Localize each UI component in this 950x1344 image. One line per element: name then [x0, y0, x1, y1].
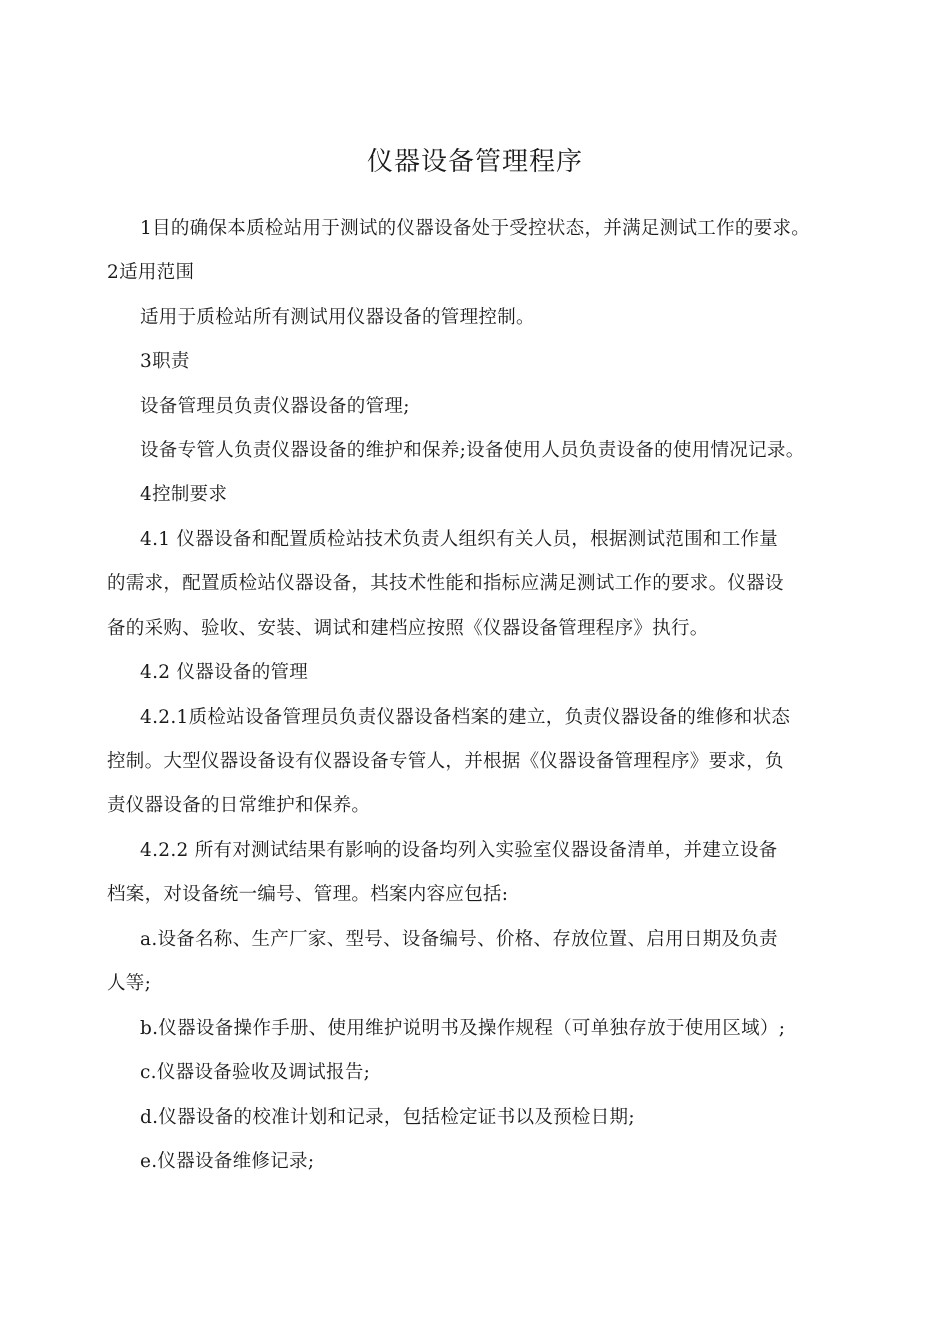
- section-2-heading: 2适用范围: [107, 262, 195, 283]
- section-3-heading: 3职责: [140, 351, 190, 372]
- list-item-c: c.仪器设备验收及调试报告;: [140, 1062, 371, 1083]
- list-item-b: b.仪器设备操作手册、使用维护说明书及操作规程（可单独存放于使用区域）;: [140, 1018, 786, 1039]
- section-1-purpose: 1目的确保本质检站用于测试的仪器设备处于受控状态，并满足测试工作的要求。: [140, 218, 811, 239]
- section-4-2-heading: 4.2 仪器设备的管理: [140, 662, 309, 683]
- section-3-text-1: 设备管理员负责仪器设备的管理;: [140, 396, 410, 417]
- section-4-1-line-2: 的需求，配置质检站仪器设备，其技术性能和指标应满足测试工作的要求。仪器设: [107, 573, 784, 594]
- section-4-2-1-line-1: 4.2.1质检站设备管理员负责仪器设备档案的建立，负责仪器设备的维修和状态: [140, 707, 791, 728]
- section-4-2-2-line-1: 4.2.2 所有对测试结果有影响的设备均列入实验室仪器设备清单，并建立设备: [140, 840, 778, 861]
- list-item-a-line-2: 人等;: [107, 973, 152, 994]
- section-4-heading: 4控制要求: [140, 484, 228, 505]
- section-4-2-1-line-2: 控制。大型仪器设备设有仪器设备专管人，并根据《仪器设备管理程序》要求，负: [107, 751, 784, 772]
- document-title: 仪器设备管理程序: [366, 147, 583, 177]
- section-4-2-1-line-3: 责仪器设备的日常维护和保养。: [107, 795, 371, 816]
- list-item-a-line-1: a.设备名称、生产厂家、型号、设备编号、价格、存放位置、启用日期及负责: [140, 929, 778, 950]
- list-item-e: e.仪器设备维修记录;: [140, 1151, 315, 1172]
- list-item-d: d.仪器设备的校准计划和记录，包括检定证书以及预检日期;: [140, 1107, 635, 1128]
- section-4-1-line-1: 4.1 仪器设备和配置质检站技术负责人组织有关人员，根据测试范围和工作量: [140, 529, 779, 550]
- section-4-1-line-3: 备的采购、验收、安装、调试和建档应按照《仪器设备管理程序》执行。: [107, 618, 709, 639]
- section-2-text: 适用于质检站所有测试用仪器设备的管理控制。: [140, 307, 535, 328]
- section-4-2-2-line-2: 档案，对设备统一编号、管理。档案内容应包括:: [107, 884, 509, 905]
- section-3-text-2: 设备专管人负责仪器设备的维护和保养;设备使用人员负责设备的使用情况记录。: [140, 440, 805, 461]
